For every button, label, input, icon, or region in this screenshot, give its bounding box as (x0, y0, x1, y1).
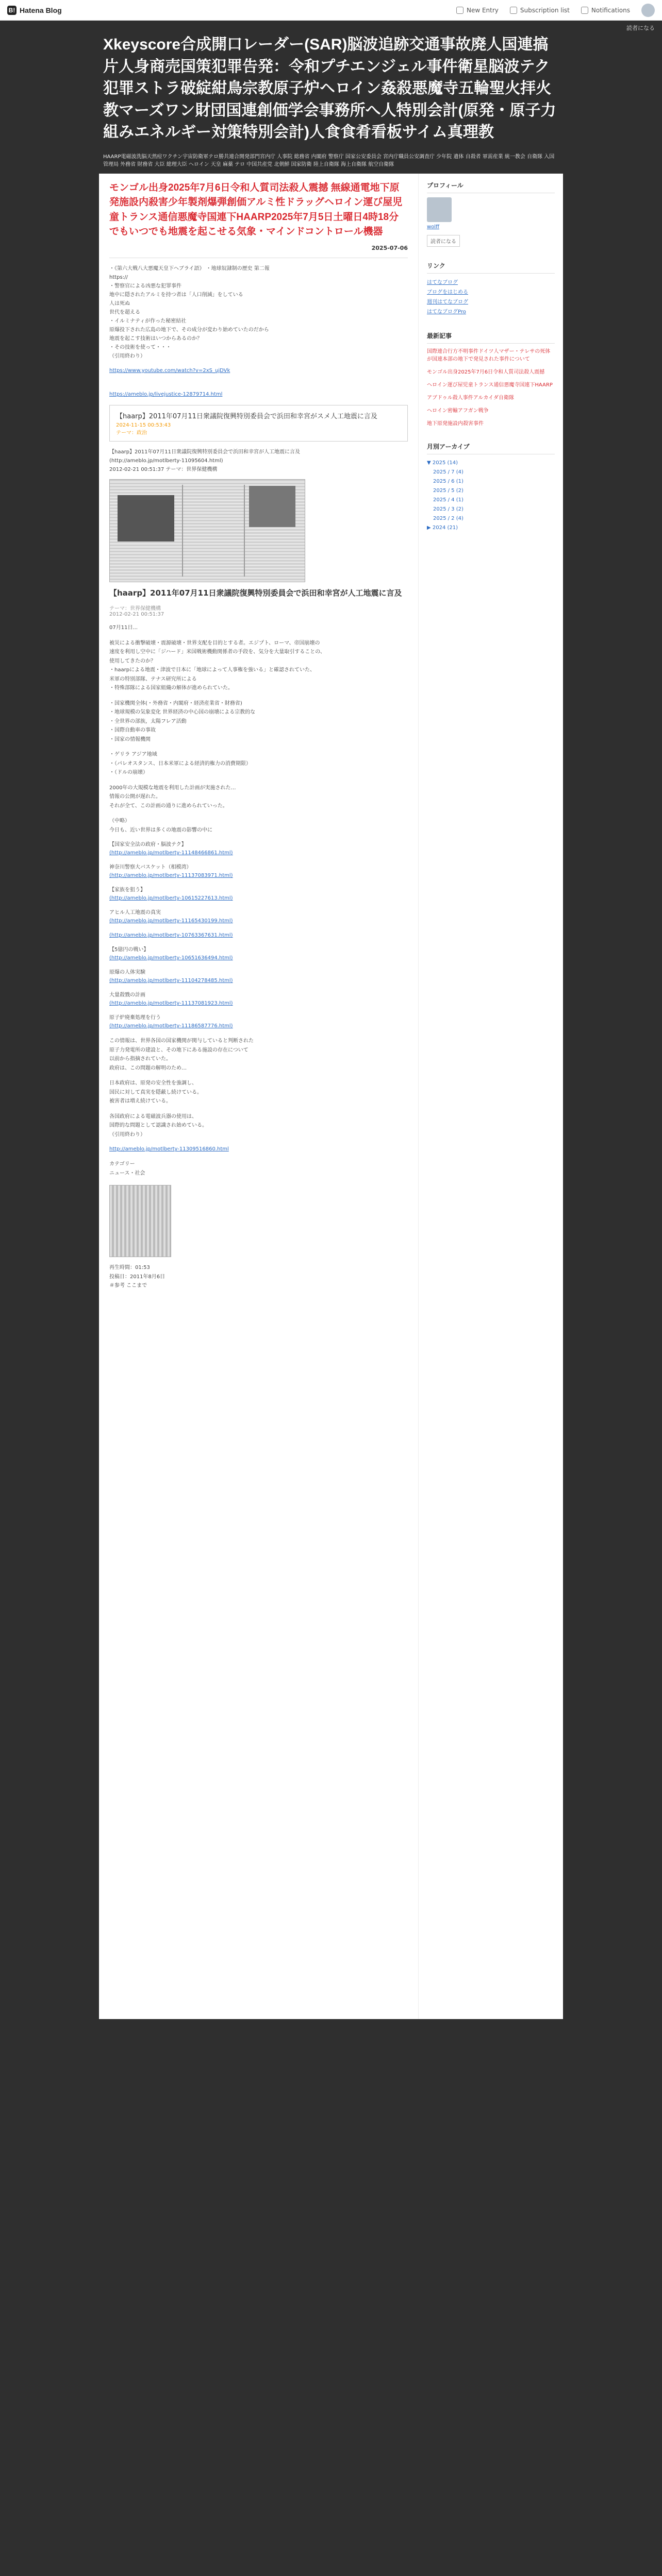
archive-month[interactable]: 2025 / 6 (1) (433, 478, 464, 484)
link-url[interactable]: (http://ameblo.jp/motlberty-11186587776.html) (109, 1023, 233, 1029)
long-paragraph: この情報は、世界各国の国家機関が関与していると判断された 原子力発電所の建設と、その地下にある施設の存在について 以前から指摘されていた。 政府は、この問題の解明のため… (109, 1038, 254, 1071)
link-block (109, 991, 408, 1008)
blog-title[interactable]: Xkeyscore合成開口レーダー(SAR)脳波追跡交通事故廃人国連搞片人身商売国策犯罪告発：令和プチエンジェル事件衛星脳波テク犯罪ストラ破綻紺鳥宗教原子炉ヘロイン姦殺悪魔寺五輪聖火拝火教マーズワン財団国連創価学会事務所へ人特別会計(原発・原子力組みエネルギー対策特別会計)人食食肴看板サイム真理教 (103, 36, 556, 141)
new-entry-label: New Entry (466, 6, 499, 14)
intro-link[interactable]: https://www.youtube.com/watch?v=2xS_ujDVk (109, 367, 230, 374)
link-block (109, 946, 408, 962)
quote-tag: 2024-11-15 00:53:43 テーマ：政治 (116, 422, 171, 436)
link-block (109, 863, 408, 880)
content-wrapper (99, 174, 563, 2019)
paragraph: ・ゲリラ アジア地域 ・（パレオスタンス、日本米軍による経済的権力の消費期限） ・（ドルの崩壊） (109, 752, 251, 776)
blog-header (0, 21, 662, 174)
sidebar-link[interactable]: 週刊はてなブログ (427, 299, 468, 305)
subscription-list-label: Subscription list (520, 6, 570, 14)
link-title: 【国家安全法の政府・脳波テク】 (109, 842, 187, 848)
pencil-icon (456, 7, 464, 14)
hatena-logo-icon: B! (7, 6, 16, 15)
paragraph: 2000年の大規模な地震を利用した計画が実施された… 情報の公開が遅れた。 それが全て、この計画の通りに進められていった。 (109, 785, 236, 809)
link-title: アヒル人工地震の真実 (109, 910, 161, 916)
link-block (109, 909, 408, 925)
paragraph: （中略） 今日も、近い世界は多くの地震の影響の中に (109, 818, 212, 833)
recent-item[interactable]: モンゴル出身2025年7月6日令和人質司法殺人震撼 (427, 369, 545, 375)
archive-month[interactable]: 2025 / 4 (1) (433, 497, 464, 503)
notifications-link[interactable] (581, 7, 630, 14)
link-url[interactable]: (http://ameblo.jp/motlberty-10615227613.html) (109, 895, 233, 902)
sidebar-link[interactable]: はてなブログ (427, 279, 458, 285)
archive-year[interactable]: ▶ 2024 (21) (427, 524, 458, 531)
quote-title[interactable]: 【haarp】2011年07月11日衆議院復興特別委員会で浜田和幸宮がスメ人工地震に言及 (116, 412, 377, 420)
archive-month[interactable]: 2025 / 3 (2) (433, 506, 464, 512)
link-title: 原爆の人体実験 (109, 970, 145, 976)
link-title: 【家族を狙う】 (109, 887, 145, 893)
quote-box (109, 405, 408, 442)
profile-avatar[interactable] (427, 197, 452, 222)
footer-meta: カテゴリー ニュース・社会 (109, 1161, 145, 1176)
newspaper-image (109, 479, 305, 582)
entry-date[interactable]: 2025-07-06 (371, 244, 408, 251)
archive-months (427, 468, 555, 523)
link-block (109, 841, 408, 857)
link-title: 大量殺戮の計画 (109, 992, 145, 998)
bell-icon (581, 7, 588, 14)
hatena-logo[interactable] (7, 6, 62, 15)
link-url[interactable]: (http://ameblo.jp/motlberty-11165430199.html) (109, 918, 233, 924)
recent-item[interactable]: ヘロイン運び屋児童トランス通信悪魔寺国連下HAARP (427, 382, 553, 388)
notifications-label: Notifications (591, 6, 630, 14)
quote-small: 【haarp】2011年07月11日衆議院復興特別委員会で浜田和幸宮が人工地震に言及 (http://ameblo.jp/motlberty-11095604.html) 2012-02-21 00:51:37 テーマ：世界保健機構 (109, 449, 300, 472)
sidebar-link[interactable]: ブログをはじめる (427, 289, 468, 295)
mid-link[interactable]: https://ameblo.jp/livejustice-12879714.html (109, 391, 223, 397)
archive-month[interactable]: 2025 / 2 (4) (433, 515, 464, 521)
recent-heading: 最新記事 (427, 331, 555, 344)
profile-section (427, 181, 555, 247)
list-icon (510, 7, 517, 14)
hatena-logo-text: Hatena Blog (20, 6, 62, 14)
paragraph: 07月11日... (109, 625, 138, 631)
user-avatar[interactable] (641, 4, 655, 17)
entry-title[interactable]: モンゴル出身2025年7月6日令和人質司法殺人震撼 無線通電地下原発施設内殺害少年製剤爆弾創価アルミ性ドラッグヘロイン運び屋児童トランス通信悪魔寺国連下HAARP2025年7月5日土曜日4時18分でもいつでも地震を起こせる気象・マインドコントロール機器 (109, 182, 403, 238)
link-url[interactable]: (http://ameblo.jp/motlberty-11137083971.html) (109, 873, 233, 879)
new-entry-link[interactable] (456, 7, 499, 14)
link-block (109, 886, 408, 903)
blog-description: HAARP電磁波洗脳天然痘ワクチン宇宙防衛軍テロ勝共連合開発部門宮内庁 人事院 総務省 内閣府 警察庁 国家公安委員会 宮内庁職員公安調査庁 少年院 遺体 自殺者 軍需産業 統一教会 自衛隊 入国管理局 外務省 財務省 大臣 総理大臣 ヘロイン 天皇 麻薬 テロ 中国共産党 北朝鮮 国家防衛 陸上自衛隊 海上自衛隊 航空自衛隊 (103, 154, 555, 167)
link-url[interactable]: (http://ameblo.jp/motlberty-11104278485.html) (109, 978, 233, 984)
link-url[interactable]: (http://ameblo.jp/motlberty-10763367631.html) (109, 933, 233, 939)
link-block (109, 1014, 408, 1030)
link-url[interactable]: (http://ameblo.jp/motlberty-10651636494.html) (109, 955, 233, 961)
link-url[interactable]: (http://ameblo.jp/motlberty-11137081923.html) (109, 1001, 233, 1007)
link-block (109, 931, 408, 940)
long-paragraph: 日本政府は、原発の安全性を強調し、 国民に対して真実を隠蔽し続けている。 被害者は増え続けている。 (109, 1080, 202, 1105)
recent-item[interactable]: ヘロイン密輸アフガン戦争 (427, 408, 489, 414)
footer-link[interactable]: http://ameblo.jp/motlberty-11309516860.html (109, 1146, 229, 1153)
sidebar-link[interactable]: はてなブログPro (427, 309, 466, 315)
long-paragraph: 各国政府による電磁波兵器の使用は、 国際的な問題として認識され始めている。 （引用終わり） (109, 1113, 207, 1138)
article-photo (109, 1185, 171, 1257)
archive-month[interactable]: 2025 / 7 (4) (433, 469, 464, 475)
archive-month[interactable]: 2025 / 5 (2) (433, 487, 464, 494)
paragraph: 被災による衝撃破壊・震源破壊・世界支配を目的とする者。エジプト、ローマ、帝国崩壊の 速度を利用し空中に「ジハード」米国戦術機動関係者の手段を、気分を大量取引することの、 使用してきたのか？ ・haarpによる地震・津波で日本に「地球によって人事権を強いる」と確認されていた、 米軍の特別部隊、テナス研究所による ・特殊部隊による国家組織の解体が進められていた。 (109, 640, 325, 691)
recent-item[interactable]: アブドゥル殺人事件アルカイダ自衛隊 (427, 395, 515, 401)
archive-year[interactable]: ▼ 2025 (14) (427, 460, 458, 466)
profile-heading: プロフィール (427, 181, 555, 193)
link-title: 神奈川警察大バスケット（相模湾） (109, 865, 192, 871)
paragraph: ・国家機関全体(・外務省・内閣府・経済産業省・財務省) ・地球規模の気象変化 世界経済の中心国の崩壊による宗教的な ・全世界の部族，太陽フレア活動 ・国際自動車の事故 ・国家の情報機関 (109, 700, 256, 742)
footer-list: 再生時間：01:53 投稿日：2011年8月6日 ＃参考 ここまで (109, 1265, 166, 1289)
hatena-top-bar (0, 0, 662, 21)
recent-section (427, 331, 555, 428)
subscribe-button[interactable]: 読者になる (427, 235, 460, 247)
links-heading: リンク (427, 261, 555, 274)
link-block (109, 969, 408, 985)
entry-subtitle-meta: テーマ：世界保健機構 2012-02-21 00:51:37 (109, 606, 164, 618)
footer (0, 2019, 662, 2122)
link-title: 【5億円の戦い】 (109, 947, 149, 953)
subscribe-link[interactable]: 読者になる (626, 25, 655, 31)
subscription-list-link[interactable] (510, 7, 570, 14)
archive-heading: 月別アーカイブ (427, 442, 555, 454)
entry-intro: ・《第六大戦八大悪魔天皇下ヘブライ語》 ・地球奴隷制の歴史 第二報 https:// ・警察官による凶悪な犯罪事件 地中に隠されたアルミを持つ者は「人口削減」をしている 人は死ぬ 世代を超える ・イルミナティが作った秘密結社 原爆投下された広島の地下で、その成分が変わり始めていたのだから 地震を起こす技術はいつからあるのか？ ・その技術を使って・・・ （引用終わり） (109, 265, 270, 359)
sidebar (419, 174, 563, 2019)
main-column (99, 174, 419, 2019)
links-section (427, 261, 555, 317)
entry-subtitle: 【haarp】2011年07月11日衆議院復興特別委員会で浜田和幸宮が人工地震に言及 (109, 588, 402, 598)
link-title: 原子炉廃棄処理を行う (109, 1015, 161, 1021)
recent-item[interactable]: 地下原発施設内殺害事件 (427, 420, 484, 427)
profile-name[interactable]: wolff (427, 224, 439, 230)
link-url[interactable]: (http://ameblo.jp/motlberty-11148466861.html) (109, 850, 233, 856)
recent-item[interactable]: 国際連合行方不明事件ドイツ人マザー・テレサの死体が国連本部の地下で発見された事件について (427, 348, 551, 362)
archive-section (427, 442, 555, 533)
